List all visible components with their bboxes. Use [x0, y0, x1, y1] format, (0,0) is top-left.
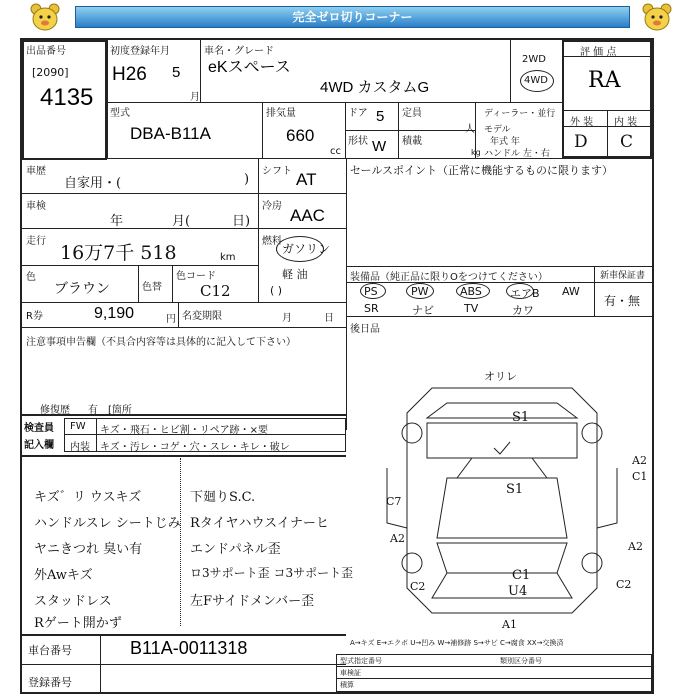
registration-year: H26 [112, 64, 147, 85]
mark-a2-left: A2 [390, 532, 405, 545]
fw-label: FW [70, 421, 86, 432]
capacity-label: 定員 [402, 108, 422, 119]
int-label: 内 装 [614, 117, 638, 128]
inspector-label2: 記入欄 [24, 440, 54, 451]
warranty-value: 有・無 [604, 294, 641, 308]
comment-right-1: 下廻りS.C. [190, 490, 256, 505]
capacity-unit: 人 [465, 124, 475, 135]
equip-tv: TV [464, 302, 479, 315]
equip-sr: SR [364, 302, 379, 315]
comment-right-5: 左Fサイドメンバー歪 [190, 594, 315, 609]
inspection-month: 月( [172, 214, 191, 229]
comment-left-3: ヤニきつれ 臭い有 [34, 542, 143, 557]
registration-month-unit: 月 [190, 92, 200, 103]
mark-c7: C7 [386, 495, 402, 508]
color-code-label: 色コード [176, 271, 216, 282]
type-label: 型式 [110, 108, 130, 119]
comment-right-2: Rタイヤハウスイナーヒ [190, 516, 329, 531]
registration-month: 5 [172, 64, 181, 81]
shift-value: AT [296, 170, 317, 189]
fw-items: キズ・飛石・ヒビ割・リペア跡・×要 [100, 425, 268, 436]
mascot-right-icon [640, 2, 674, 34]
mascot-left-icon [28, 2, 62, 34]
type-value: DBA-B11A [130, 124, 211, 143]
inspection-day: 日) [232, 214, 251, 229]
comment-left-1: キズ゛リ ウスキズ [34, 490, 142, 505]
mark-c1-bottom: C1 [512, 568, 531, 583]
comment-left-5: スタッドレス [34, 594, 112, 609]
mark-c2-left: C2 [410, 580, 426, 593]
doors-value: 5 [376, 108, 385, 125]
equip-pw: PW [411, 285, 429, 298]
rear-seat-label: 後日品 [350, 324, 380, 335]
lot-code: [2090] [32, 66, 69, 79]
name-change-day: 日 [324, 313, 334, 324]
lot-number: 4135 [40, 84, 94, 111]
grade-label: 評 価 点 [580, 47, 617, 58]
mark-s1-top: S1 [512, 410, 530, 425]
grade-score: RA [588, 68, 621, 93]
equip-navi: ナビ [412, 304, 434, 317]
ext-value: D [574, 132, 588, 152]
footer-class-label: 類別区分番号 [500, 657, 542, 665]
chassis-value: B11A-0011318 [130, 638, 248, 658]
recycle-unit: 円 [166, 314, 176, 325]
comment-left-6: Rゲート開かず [34, 616, 122, 631]
history-close: ) [244, 172, 250, 187]
banner-title: 完全ゼロ切りコーナー [75, 6, 630, 28]
displacement-label: 排気量 [266, 108, 296, 119]
car-damage-diagram [352, 368, 652, 630]
color-label: 色 [26, 272, 36, 283]
warranty-label: 新車保証書 [600, 271, 646, 281]
mark-c2-right: C2 [616, 578, 632, 591]
diagram-legend: A→キズ E→エクボ U→凹み W→補修跡 S→サビ C→腐食 XX→交換済 [350, 639, 564, 647]
comment-left-4: 外Awキズ [34, 568, 93, 583]
mark-s1-mid: S1 [506, 482, 524, 497]
shape-value: W [372, 138, 387, 155]
fuel-value: ガソリン [282, 242, 331, 256]
repair-location: [箇所 [108, 405, 132, 416]
mileage-label: 走行 [26, 236, 46, 247]
equip-abs: ABS [460, 285, 482, 298]
shape-label: 形状 [348, 136, 368, 147]
history-value: 自家用・( [64, 176, 122, 191]
inspection-label: 車検 [26, 201, 46, 212]
model-grade: 4WD カスタムG [320, 79, 430, 96]
recycle-value: 9,190 [94, 305, 135, 322]
color-value: ブラウン [54, 281, 110, 297]
equip-airbag: エアB [510, 287, 540, 300]
inspection-year: 年 [110, 214, 124, 229]
displacement-value: 660 [286, 126, 315, 145]
diagram-note: オリレ [484, 370, 517, 383]
footer-row4: 積算 [340, 681, 354, 689]
inspector-label1: 検査員 [24, 423, 54, 434]
doors-label: ドア [348, 108, 368, 119]
shift-label: シフト [262, 166, 292, 177]
registration-label: 初度登録年月 [110, 46, 170, 57]
mark-c1-right: C1 [632, 470, 648, 483]
load-unit: kg [471, 148, 481, 157]
model-name: eKスペース [208, 59, 291, 76]
sales-point-label: セールスポイント（正常に機能するものに限ります） [350, 164, 614, 177]
fuel-paren: ( ) [270, 284, 283, 297]
comment-left-2: ハンドルスレ シートじみ [34, 516, 181, 531]
chassis-label: 車台番号 [28, 644, 72, 657]
dealer-line2: モデル [484, 125, 511, 135]
fuel-label: 燃料 [262, 236, 282, 247]
displacement-unit: cc [330, 146, 341, 157]
repair-value: 有 [88, 405, 98, 416]
name-change-month: 月 [282, 313, 292, 324]
color-change-label: 色替 [142, 282, 162, 293]
ac-label: 冷房 [262, 201, 282, 212]
reg-number-label: 登録番号 [28, 676, 72, 689]
equipment-label: 装備品（純正品に限りOをつけてください） [350, 272, 548, 283]
drive-2wd: 2WD [522, 54, 546, 65]
comment-right-4: ロ3サポート歪 コ3サポート歪 [190, 566, 354, 580]
drive-4wd: 4WD [524, 75, 548, 86]
equip-ps: PS [364, 285, 378, 298]
dealer-line3: 年式 年 [490, 137, 520, 147]
mileage-value: 16万7千 518 [60, 242, 177, 264]
notes-label: 注意事項申告欄（不具合内容等は具体的に記入して下さい） [26, 337, 296, 348]
interior-label: 内装 [70, 442, 90, 453]
int-value: C [620, 132, 634, 152]
mark-a1: A1 [502, 618, 517, 631]
equip-leather: カワ [512, 304, 534, 317]
lot-label: 出品番号 [26, 46, 66, 57]
fuel-alt: 軽 油 [282, 268, 308, 281]
footer-row3: 車検証 [340, 669, 361, 677]
name-change-label: 名変期限 [182, 311, 222, 322]
mark-u4: U4 [508, 584, 528, 599]
color-code-value: C12 [200, 282, 231, 300]
repair-label: 修復歴 [40, 405, 70, 416]
ac-value: AAC [290, 206, 325, 225]
dealer-line1: ディーラー・並行 [484, 109, 556, 119]
ext-label: 外 装 [570, 117, 594, 128]
model-name-label: 車名・グレード [204, 46, 274, 57]
interior-items: キズ・汚レ・コゲ・穴・スレ・キレ・破レ [100, 442, 290, 453]
load-label: 積載 [402, 136, 422, 147]
footer-model-label: 型式指定番号 [340, 657, 382, 665]
history-label: 車歴 [26, 166, 46, 177]
dealer-line4: ハンドル 左・右 [484, 149, 550, 159]
mileage-unit: km [220, 252, 236, 263]
mark-a2-right: A2 [628, 540, 643, 553]
comment-right-3: エンドパネル歪 [190, 542, 281, 557]
recycle-label: R券 [26, 311, 43, 322]
mark-a2-right-top: A2 [632, 454, 647, 467]
equip-aw: AW [562, 285, 580, 298]
